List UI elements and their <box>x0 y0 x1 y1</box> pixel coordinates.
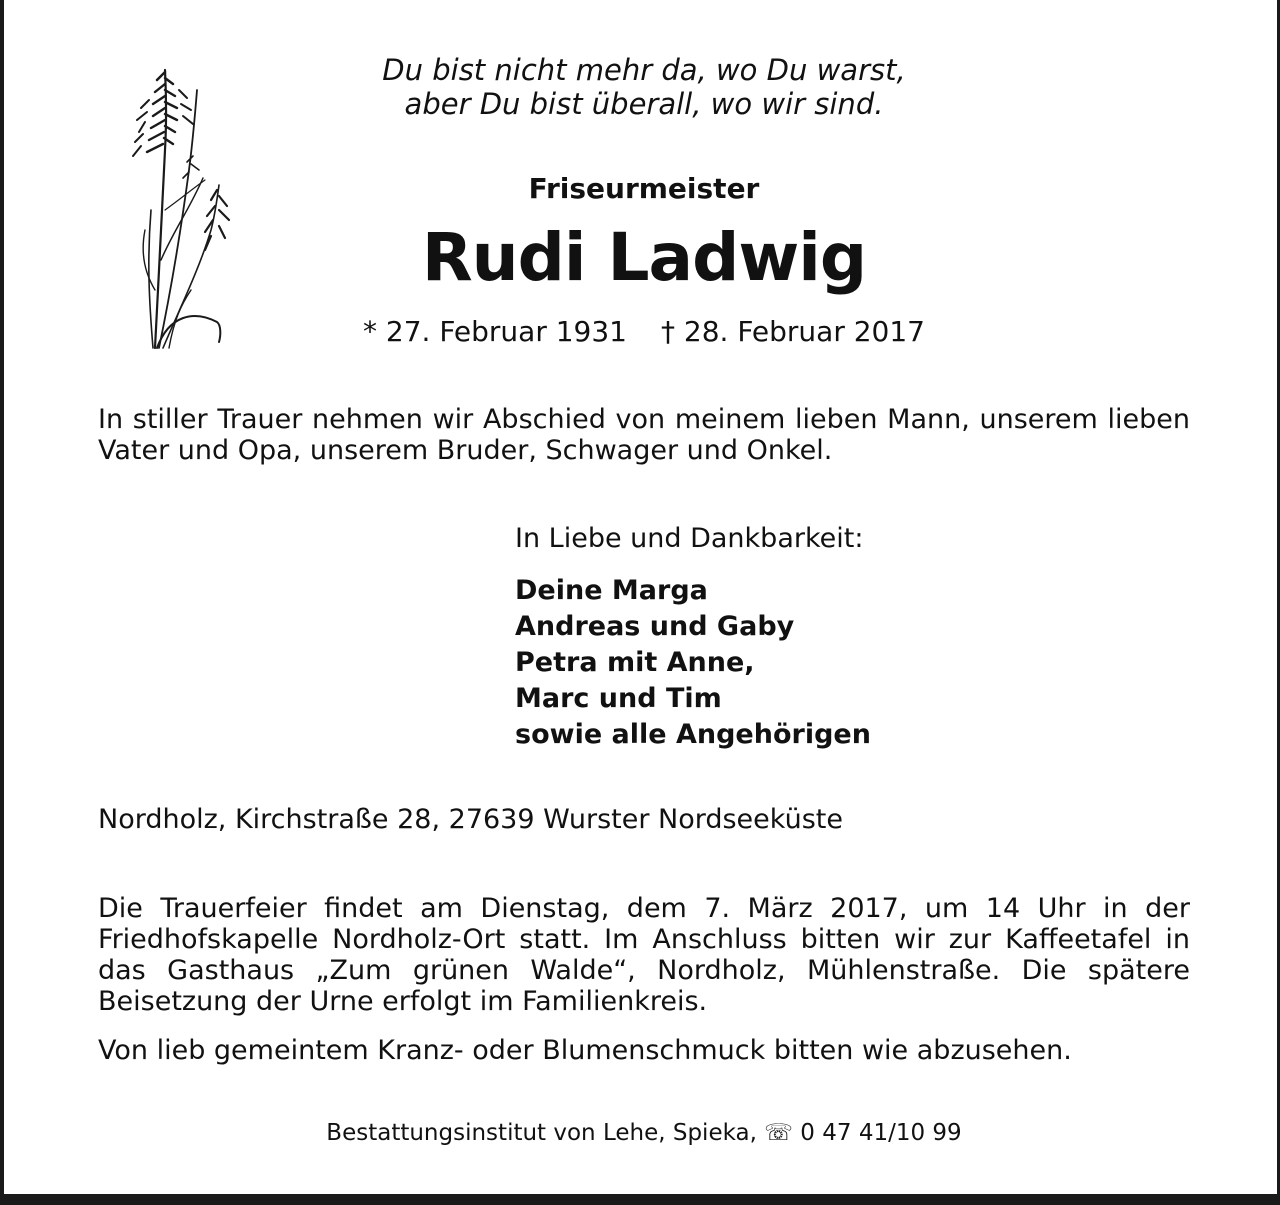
motto-line-1: Du bist nicht mehr da, wo Du warst, <box>382 53 906 87</box>
mourners-heading: In Liebe und Dankbarkeit: <box>515 523 864 554</box>
mourner-name: sowie alle Angehörigen <box>515 719 871 750</box>
birth-date: * 27. Februar 1931 <box>363 315 627 348</box>
mourner-name: Petra mit Anne, <box>515 647 755 678</box>
deceased-name: Rudi Ladwig <box>421 219 867 296</box>
ceremony-paragraph: Die Trauerfeier findet am Dienstag, dem 7. März 2017, um 14 Uhr in der Friedhofskapelle Nordholz-Ort statt. Im Anschluss bitten wir zur Kaffeetafel in das Gasthaus „Zum grünen Walde“, Nordholz, Mühlenstraße. Die spätere Beisetzung der Urne erfolgt im Familienkreis. <box>98 893 1190 1017</box>
motto-verse <box>304 53 984 121</box>
mourner-name: Marc und Tim <box>515 683 722 714</box>
mourners-list <box>515 573 871 753</box>
death-date: † 28. Februar 2017 <box>661 315 925 348</box>
grass-illustration-icon <box>119 60 239 355</box>
life-dates <box>344 315 944 348</box>
intro-paragraph: In stiller Trauer nehmen wir Abschied von meinem lieben Mann, unserem lieben Vater und Opa, unserem Bruder, Schwager und Onkel. <box>98 404 1190 466</box>
funeral-home-footer: Bestattungsinstitut von Lehe, Spieka, ☏ 0 47 41/10 99 <box>326 1120 962 1146</box>
deceased-title: Friseurmeister <box>528 172 760 205</box>
family-address: Nordholz, Kirchstraße 28, 27639 Wurster Nordseeküste <box>98 804 843 835</box>
mourner-name: Andreas und Gaby <box>515 611 795 642</box>
flowers-request: Von lieb gemeintem Kranz- oder Blumenschmuck bitten wie abzusehen. <box>98 1035 1072 1066</box>
mourner-name: Deine Marga <box>515 575 708 606</box>
motto-line-2: aber Du bist überall, wo wir sind. <box>404 87 884 121</box>
